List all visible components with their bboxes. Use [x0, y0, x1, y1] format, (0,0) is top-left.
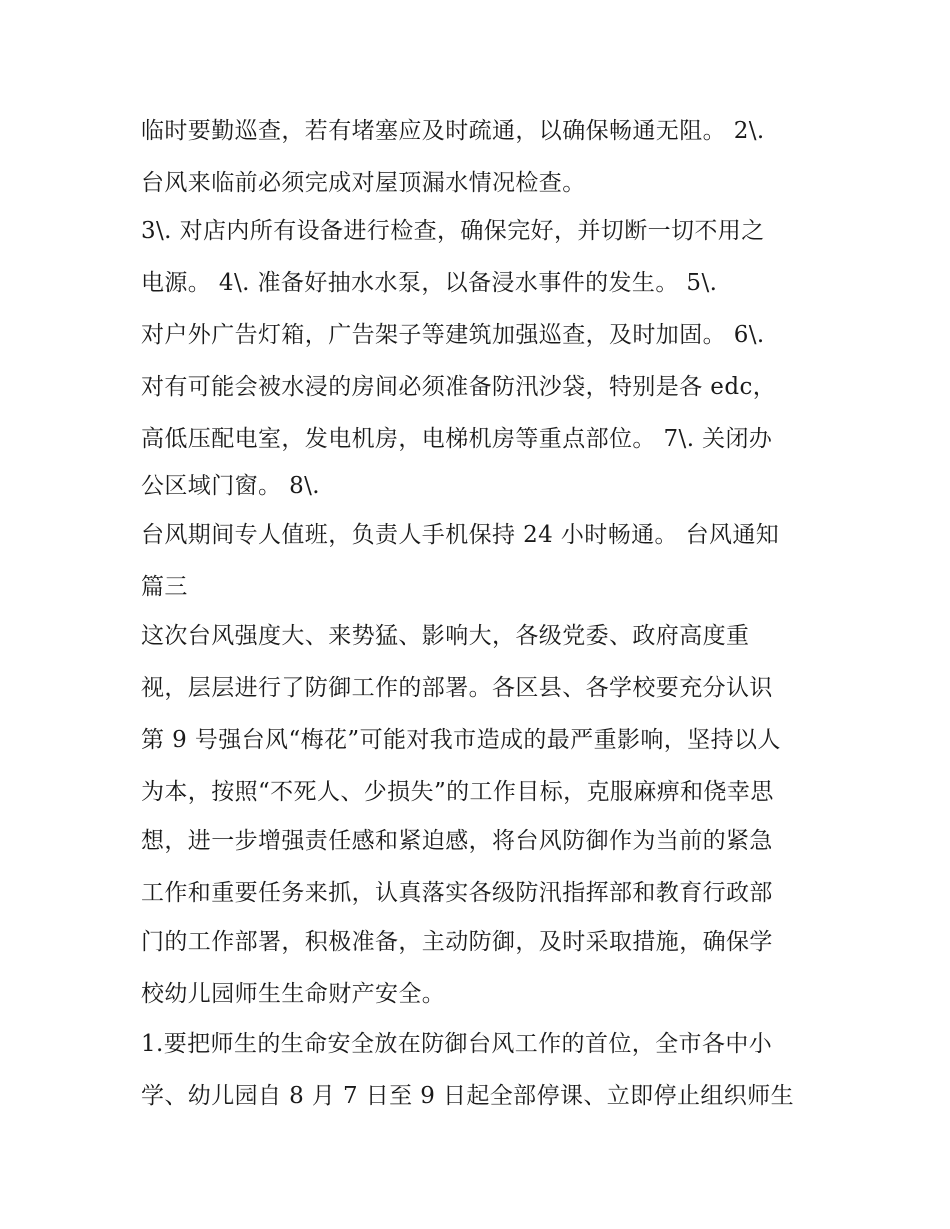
- text-line: 公区域门窗。 8\.: [141, 473, 321, 499]
- text-line: 高低压配电室，发电机房，电梯机房等重点部位。 7\. 关闭办: [141, 426, 773, 452]
- text-line: 对户外广告灯箱，广告架子等建筑加强巡查，及时加固。 6\.: [141, 322, 765, 348]
- text-line: 临时要勤巡查，若有堵塞应及时疏通，以确保畅通无阻。 2\.: [141, 118, 765, 144]
- text-line: 第 9 号强台风“梅花”可能对我市造成的最严重影响，坚持以人: [141, 727, 781, 753]
- text-line: 篇三: [141, 574, 188, 600]
- text-line: 为本，按照“不死人、少损失”的工作目标，克服麻痹和侥幸思: [141, 779, 774, 805]
- text-line: 对有可能会被水浸的房间必须准备防汛沙袋，特别是各 edc，: [141, 374, 777, 400]
- text-line: 3\. 对店内所有设备进行检查，确保完好，并切断一切不用之: [141, 218, 765, 244]
- text-line: 学、幼儿园自 8 月 7 日至 9 日起全部停课、立即停止组织师生: [141, 1083, 794, 1109]
- text-line: 门的工作部署，积极准备，主动防御，及时采取措施，确保学: [141, 929, 773, 955]
- text-line: 电源。 4\. 准备好抽水水泵，以备浸水事件的发生。 5\.: [141, 270, 718, 296]
- text-line: 校幼儿园师生生命财产安全。: [141, 981, 446, 1007]
- text-line: 这次台风强度大、来势猛、影响大，各级党委、政府高度重: [141, 623, 750, 649]
- text-line: 想，进一步增强责任感和紧迫感，将台风防御作为当前的紧急: [141, 828, 773, 854]
- text-line: 视，层层进行了防御工作的部署。各区县、各学校要充分认识: [141, 675, 773, 701]
- text-line: 工作和重要任务来抓，认真落实各级防汛指挥部和教育行政部: [141, 880, 773, 906]
- text-line: 1.要把师生的生命安全放在防御台风工作的首位，全市各中小: [141, 1031, 773, 1057]
- text-line: 台风期间专人值班，负责人手机保持 24 小时畅通。 台风通知: [141, 522, 780, 548]
- text-line: 台风来临前必须完成对屋顶漏水情况检查。: [141, 170, 586, 196]
